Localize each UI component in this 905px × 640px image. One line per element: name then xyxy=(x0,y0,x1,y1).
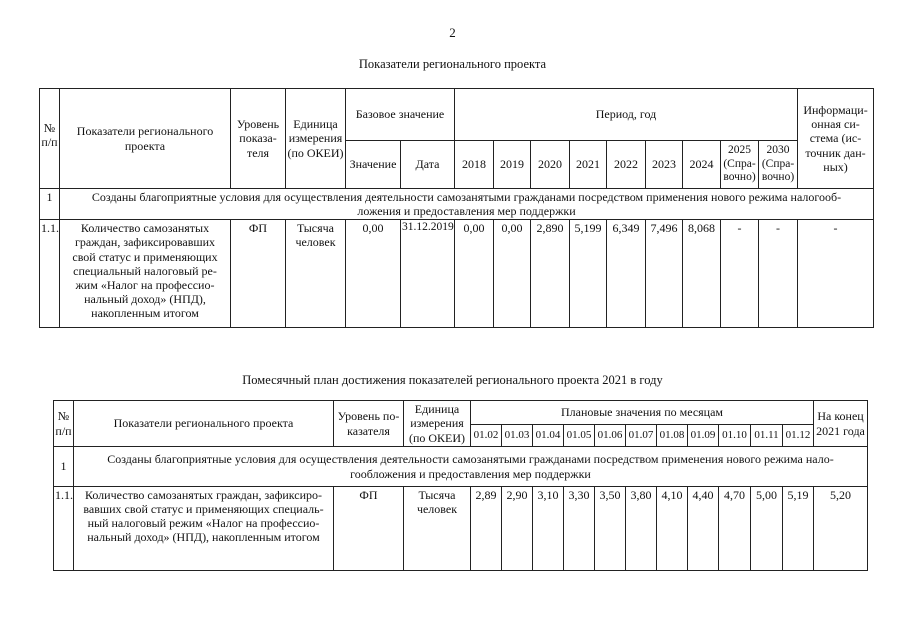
t2-header-num: № п/п xyxy=(54,401,74,447)
t2-row-value: 5,00 xyxy=(751,487,783,571)
monthly-plan-table xyxy=(53,400,868,571)
t2-section-text: Созданы благоприятные условия для осуществления деятельности самозанятыми гражданами посредством применения нового режима нало- гообложения и предоставления мер поддержки xyxy=(74,447,868,487)
t2-row-unit: Тысяча человек xyxy=(404,487,471,571)
t2-month: 01.06 xyxy=(595,425,626,447)
t2-row-value: 3,10 xyxy=(533,487,564,571)
t2-row-value: 2,90 xyxy=(502,487,533,571)
t1-section-text: Созданы благоприятные условия для осуществления деятельности самозанятыми гражданами посредством применения нового режима налогооб- ложения и предоставления мер поддержки xyxy=(60,189,874,220)
t2-month: 01.12 xyxy=(783,425,814,447)
t2-month: 01.11 xyxy=(751,425,783,447)
table1-caption: Показатели регионального проекта xyxy=(358,57,547,71)
t1-row-value: 0,00 xyxy=(494,220,531,328)
t1-row-indicator: Количество самозанятых граждан, зафиксировавших свой статус и применяющих специальный налоговый ре- жим «Налог на профессио- нальный доход» (НПД), накопленным итогом xyxy=(60,220,231,328)
t2-row-value: 4,70 xyxy=(719,487,751,571)
t1-year: 2025 (Спра- вочно) xyxy=(721,141,759,189)
t2-header-unit: Единица измерения (по ОКЕИ) xyxy=(404,401,471,447)
t2-month: 01.05 xyxy=(564,425,595,447)
t2-month: 01.08 xyxy=(657,425,688,447)
t1-header-base: Базовое значение xyxy=(346,89,455,141)
t1-year: 2021 xyxy=(570,141,607,189)
t1-row-info: - xyxy=(798,220,874,328)
page-number: 2 xyxy=(449,25,456,40)
t2-row-num: 1.1. xyxy=(54,487,74,571)
t1-row-value: - xyxy=(721,220,759,328)
t1-row-value: 5,199 xyxy=(570,220,607,328)
t1-row-value: 7,496 xyxy=(646,220,683,328)
t2-row-value: 4,10 xyxy=(657,487,688,571)
t2-row-value: 3,30 xyxy=(564,487,595,571)
t1-year: 2022 xyxy=(607,141,646,189)
t1-header-indicator: Показатели регионального проекта xyxy=(60,89,231,189)
t1-row-base-value: 0,00 xyxy=(346,220,401,328)
t2-month: 01.07 xyxy=(626,425,657,447)
t2-row-level: ФП xyxy=(334,487,404,571)
t2-row-value: 2,89 xyxy=(471,487,502,571)
t2-header-year-end: На конец 2021 года xyxy=(814,401,868,447)
t1-row-value: 2,890 xyxy=(531,220,570,328)
t2-row-indicator: Количество самозанятых граждан, зафиксиро- вавших свой статус и применяющих специаль- ный налоговый режим «Налог на профессио- нальный доход» (НПД), накопленным итогом xyxy=(74,487,334,571)
t1-section-num: 1 xyxy=(40,189,60,220)
t1-row-level: ФП xyxy=(231,220,286,328)
t2-row-value: 5,19 xyxy=(783,487,814,571)
t1-year: 2020 xyxy=(531,141,570,189)
t1-header-base-value: Значение xyxy=(346,141,401,189)
t1-year: 2023 xyxy=(646,141,683,189)
t1-row-value: 0,00 xyxy=(455,220,494,328)
t1-header-num: № п/п xyxy=(40,89,60,189)
t2-row-value: 3,50 xyxy=(595,487,626,571)
table2-caption: Помесячный план достижения показателей регионального проекта 2021 в году xyxy=(242,373,663,387)
t2-month: 01.04 xyxy=(533,425,564,447)
t2-header-level: Уровень по- казателя xyxy=(334,401,404,447)
t1-year: 2030 (Спра- вочно) xyxy=(759,141,798,189)
t1-year: 2024 xyxy=(683,141,721,189)
t1-row-value: 6,349 xyxy=(607,220,646,328)
t2-row-year-end: 5,20 xyxy=(814,487,868,571)
t2-section-num: 1 xyxy=(54,447,74,487)
t2-header-indicator: Показатели регионального проекта xyxy=(74,401,334,447)
t1-row-value: 8,068 xyxy=(683,220,721,328)
t1-year: 2019 xyxy=(494,141,531,189)
t1-row-base-date: 31.12.2019 xyxy=(401,220,455,328)
t2-row-value: 4,40 xyxy=(688,487,719,571)
t1-row-num: 1.1. xyxy=(40,220,60,328)
t1-header-base-date: Дата xyxy=(401,141,455,189)
indicators-table xyxy=(39,88,874,328)
t2-month: 01.09 xyxy=(688,425,719,447)
t1-row-unit: Тысяча человек xyxy=(286,220,346,328)
t1-header-level: Уровень показа- теля xyxy=(231,89,286,189)
t1-header-period: Период, год xyxy=(455,89,798,141)
t1-header-info: Информаци- онная си- стема (ис- точник дан- ных) xyxy=(798,89,874,189)
t2-month: 01.02 xyxy=(471,425,502,447)
t1-row-value: - xyxy=(759,220,798,328)
t2-month: 01.10 xyxy=(719,425,751,447)
t2-row-value: 3,80 xyxy=(626,487,657,571)
t2-header-planned: Плановые значения по месяцам xyxy=(471,401,814,425)
t1-year: 2018 xyxy=(455,141,494,189)
t2-month: 01.03 xyxy=(502,425,533,447)
t1-header-unit: Единица измерения (по ОКЕИ) xyxy=(286,89,346,189)
